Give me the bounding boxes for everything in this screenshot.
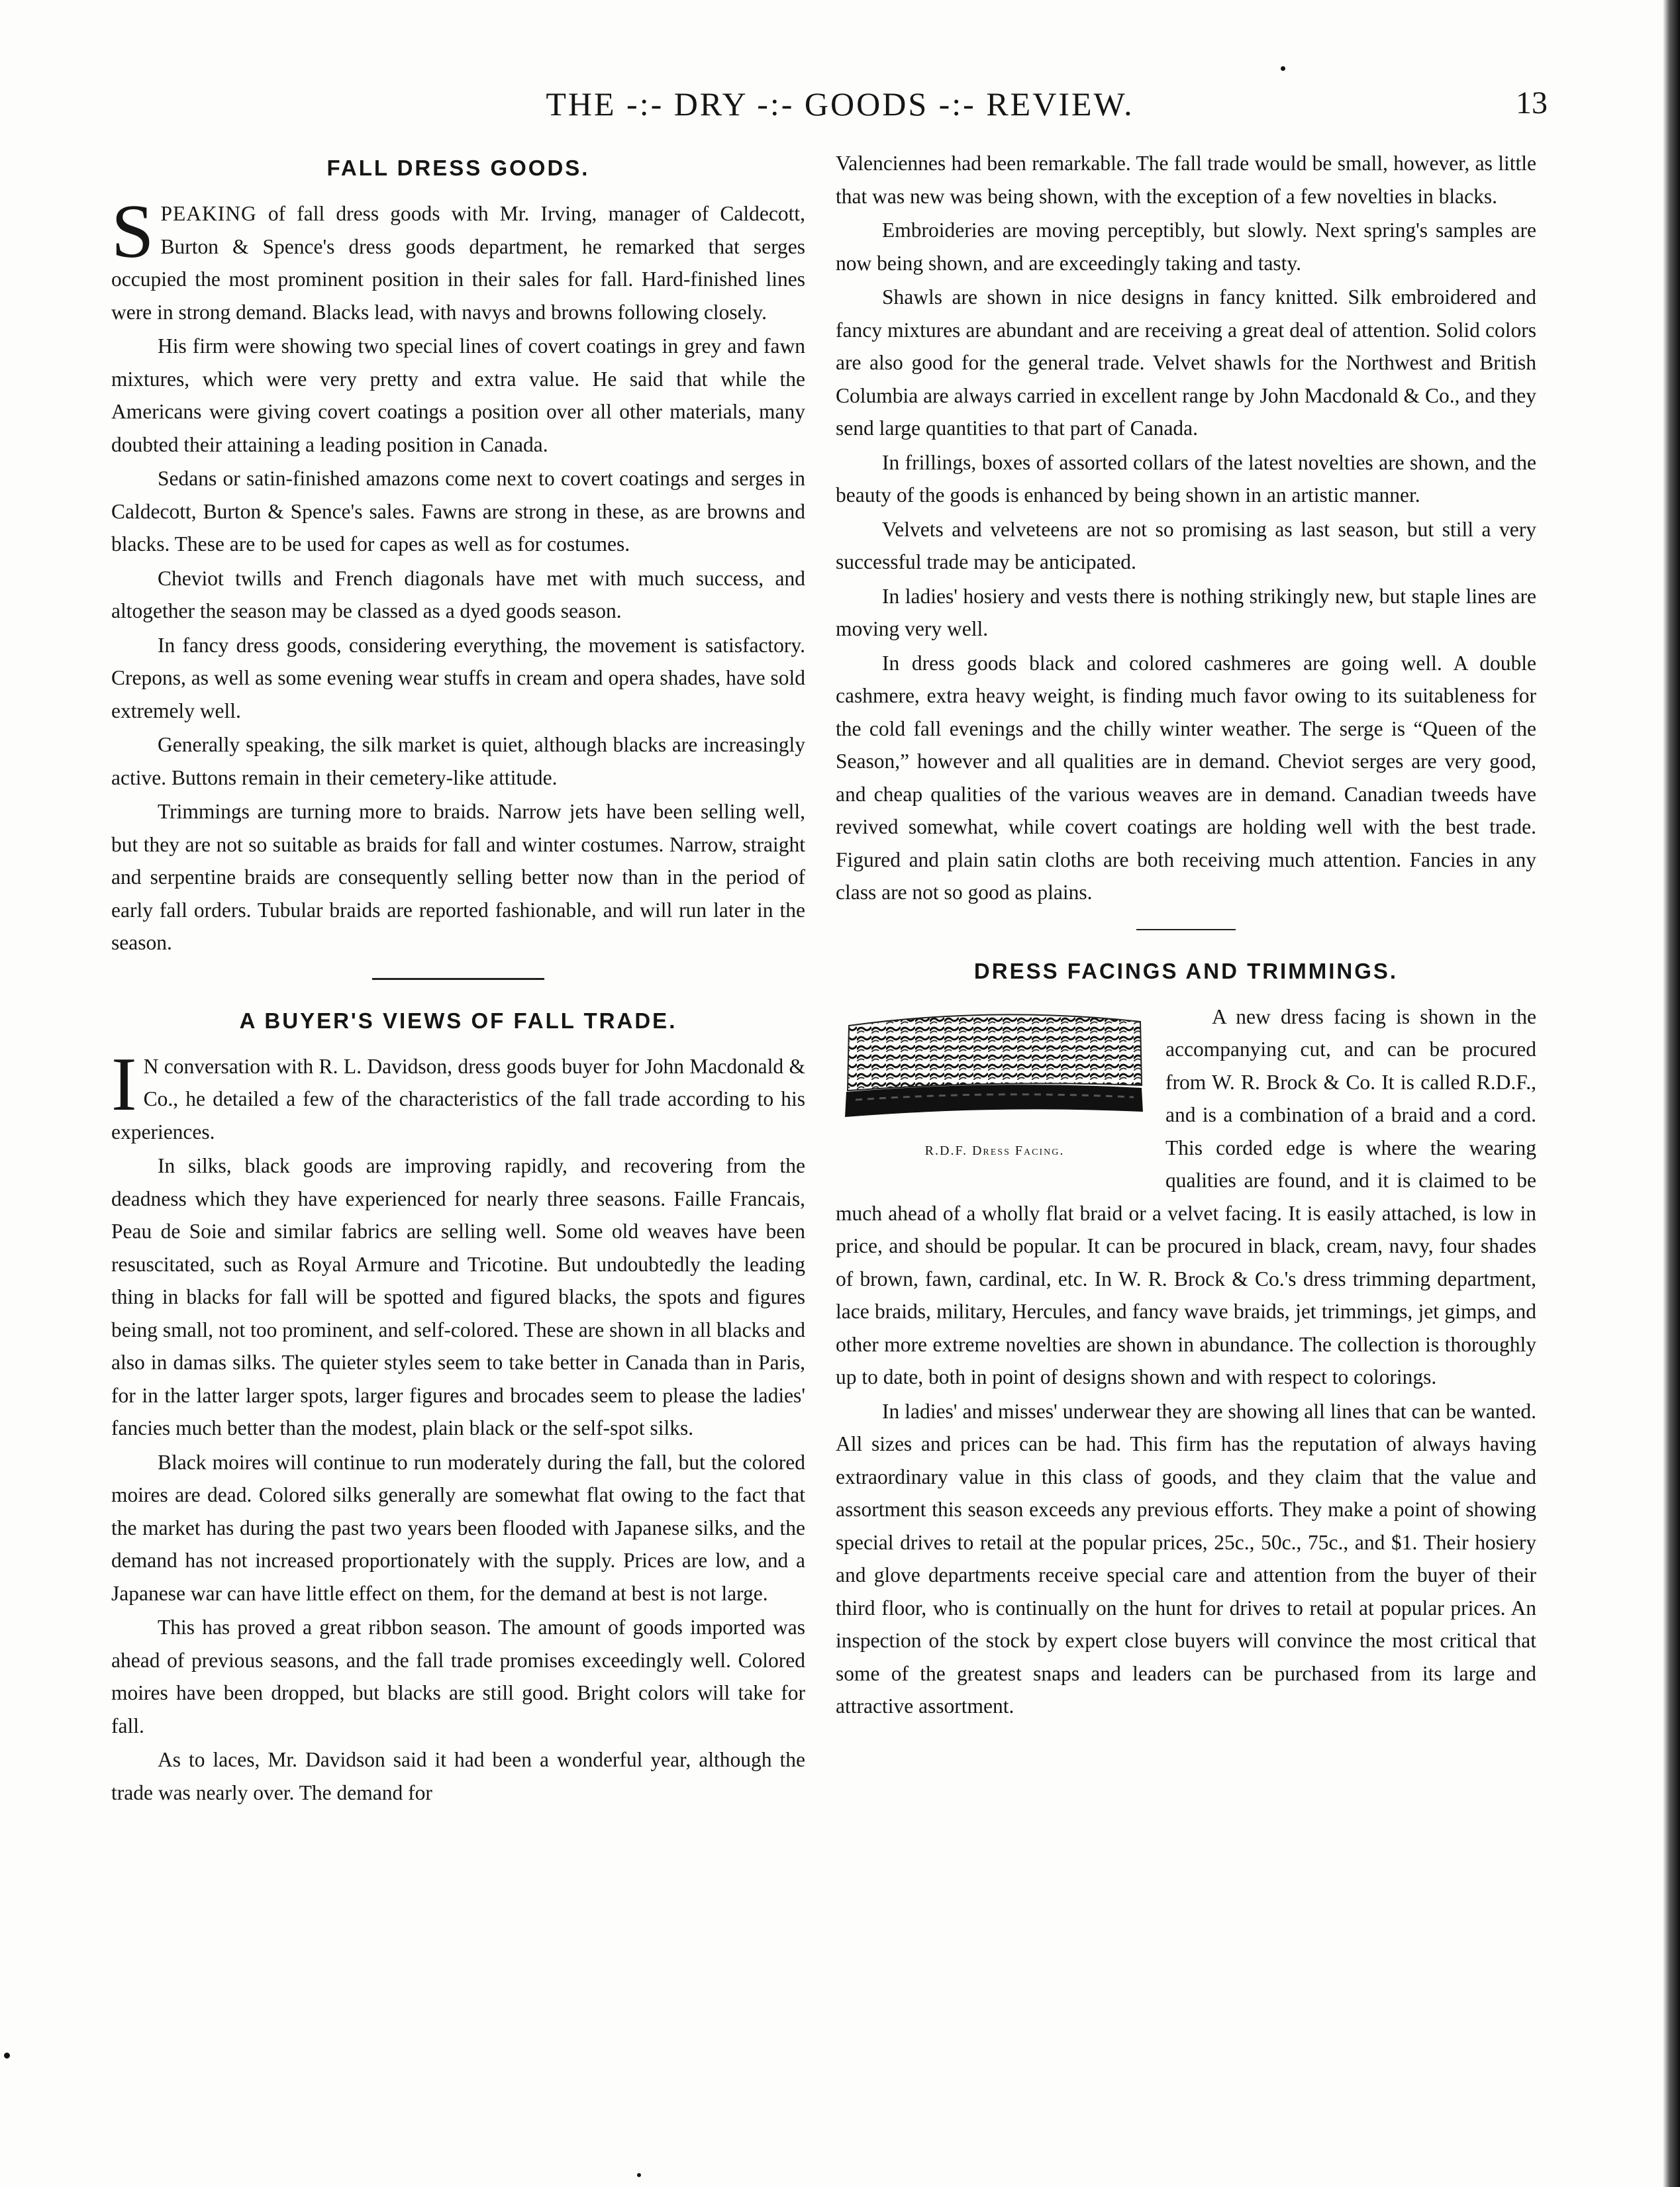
continued-article bbox=[836, 147, 1536, 909]
article-paragraph: In dress goods black and colored cashmeres are going well. A double cashmere, extra heavy weight, is finding much favor owing to its suitableness for the cold fall evenings and the chilly winter weather. The serge is “Queen of the Season,” however and all qualities are in demand. Cheviot serges are very good, and cheap qualities of the various weaves are in demand. Canadian tweeds have revived somewhat, while covert coatings are holding well with the best trade. Figured and plain satin cloths are both receiving much attention. Fancies in any class are not so good as plains. bbox=[836, 651, 1536, 904]
scan-speck bbox=[4, 2053, 10, 2059]
scan-speck bbox=[637, 2173, 641, 2177]
article-paragraph-text: A new dress facing is shown in the accompanying cut, and can be procured from W. R. Brock & Co. It is called R.D.F., and is a combination of a braid and a cord. This corded edge is where the wearing qualities are found, and it is claimed to be much ahead of a wholly flat braid or a velvet facing. It is easily attached, is low in price, and should be popular. It can be procured in black, cream, navy, four shades of brown, fawn, cardinal, etc. In W. R. Brock & Co.'s dress trimming department, lace braids, military, Hercules, and fancy wave braids, jet trimmings, jet gimps, and other more extreme novelties are shown in abundance. The collection is thoroughly up to date, both in point of designs shown and with respect to colorings. bbox=[836, 1004, 1536, 1388]
section-divider bbox=[372, 978, 544, 980]
right-column bbox=[836, 147, 1536, 2153]
fall-dress-goods-article bbox=[111, 154, 805, 959]
lead-text: N conversation with R. L. Davidson, dress goods buyer for John Macdonald & Co., he detailed a few of the characteristics of the fall trade according to his experiences. bbox=[111, 1054, 805, 1143]
braid-illustration bbox=[842, 1006, 1147, 1132]
article-paragraph: Trimmings are turning more to braids. Narrow jets have been selling well, but they are not so suitable as braids for fall and winter costumes. Narrow, straight and serpentine braids are consequently selling better now than in the period of early fall orders. Tubular braids are reported fashionable, and will run later in the season. bbox=[111, 800, 805, 954]
left-column bbox=[111, 154, 805, 2153]
article-paragraph: In ladies' hosiery and vests there is nothing strikingly new, but staple lines are moving very well. bbox=[836, 584, 1536, 640]
article-paragraph: Cheviot twills and French diagonals have met with much success, and altogether the season may be classed as a dyed goods season. bbox=[111, 566, 805, 622]
article-heading: DRESS FACINGS AND TRIMMINGS. bbox=[973, 958, 1399, 983]
article-paragraph: As to laces, Mr. Davidson said it had been a wonderful year, although the trade was nearly over. The demand for bbox=[111, 1748, 805, 1804]
article-heading: A BUYER'S VIEWS OF FALL TRADE. bbox=[239, 1008, 677, 1033]
article-paragraph: Valenciennes had been remarkable. The fall trade would be small, however, as little that was new was being shown, with the exception of a few novelties in blacks. bbox=[836, 152, 1536, 208]
page-header bbox=[0, 85, 1680, 138]
lead-caps: PEAKING bbox=[160, 202, 257, 225]
scan-speck bbox=[1281, 66, 1285, 71]
article-paragraph: Generally speaking, the silk market is quiet, although blacks are increasingly active. Buttons remain in their cemetery-like attitude. bbox=[111, 733, 805, 789]
article-paragraph: Black moires will continue to run moderately during the fall, but the colored moires are dead. Colored silks generally are somewhat flat owing to the fact that the market has during the past two years been flooded with Japanese silks, and the demand has not increased proportionately with the supply. Prices are low, and a Japanese war can have little effect on them, for the demand at best is not large. bbox=[111, 1450, 805, 1605]
article-paragraph: In frillings, boxes of assorted collars of the latest novelties are shown, and the beauty of the goods is enhanced by being shown in an artistic manner. bbox=[836, 450, 1536, 507]
drop-cap: I bbox=[111, 1042, 137, 1127]
article-paragraph: His firm were showing two special lines of covert coatings in grey and fawn mixtures, which were very pretty and extra value. He said that while the Americans were giving covert coatings a position over all other materials, many doubted their attaining a leading position in Canada. bbox=[111, 334, 805, 456]
figure-caption: R.D.F. Dress Facing. bbox=[924, 1143, 1065, 1158]
publication-title: THE -:- DRY -:- GOODS -:- REVIEW. bbox=[546, 85, 1134, 122]
scan-edge-shadow bbox=[1663, 0, 1680, 2187]
lead-text: of fall dress goods with Mr. Irving, manager of Caldecott, Burton & Spence's dress goods department, he remarked that serges occupied the most prominent position in their sales for fall. Hard-finished lines were in strong demand. Blacks lead, with navys and browns following closely. bbox=[111, 202, 805, 324]
page-number: 13 bbox=[1516, 85, 1548, 121]
dress-facing-figure bbox=[842, 1006, 1147, 1165]
article-paragraph bbox=[836, 1000, 1536, 1394]
article-paragraph: In silks, black goods are improving rapidly, and recovering from the deadness which they have experienced for nearly three seasons. Faille Francais, Peau de Soie and similar fabrics are selling well. Some old weaves have been resuscitated, such as Royal Armure and Tricotine. But undoubtedly the leading thing in blacks for fall will be spotted and figured blacks, the spots and figures being small, not too prominent, and self-colored. These are shown in all blacks and also in damas silks. The quieter styles seem to take better in Canada than in Paris, for in the latter larger spots, larger figures and brocades seem to please the ladies' fancies much better than the modest, plain black or the self-spot silks. bbox=[111, 1154, 805, 1439]
article-paragraph: In fancy dress goods, considering everything, the movement is satisfactory. Crepons, as well as some evening wear stuffs in cream and opera shades, have sold extremely well. bbox=[111, 633, 805, 722]
article-heading: FALL DRESS GOODS. bbox=[326, 156, 590, 180]
article-lead-paragraph bbox=[111, 189, 805, 328]
drop-cap: S bbox=[111, 189, 154, 274]
section-divider bbox=[1136, 929, 1236, 930]
buyers-views-article bbox=[111, 1006, 805, 1810]
dress-facings-article bbox=[836, 957, 1536, 1723]
article-paragraph: Sedans or satin-finished amazons come next to covert coatings and serges in Caldecott, Burton & Spence's sales. Fawns are strong in these, as are browns and blacks. These are to be used for capes as well as for costumes. bbox=[111, 467, 805, 556]
article-paragraph: This has proved a great ribbon season. The amount of goods imported was ahead of previous seasons, and the fall trade promises exceedingly well. Colored moires have been dropped, but blacks are still good. Bright colors will take for fall. bbox=[111, 1616, 805, 1737]
article-lead-paragraph bbox=[111, 1042, 805, 1149]
article-paragraph: Embroideries are moving perceptibly, but slowly. Next spring's samples are now being shown, and are exceedingly taking and tasty. bbox=[836, 219, 1536, 275]
article-paragraph: Velvets and velveteens are not so promising as last season, but still a very successful trade may be anticipated. bbox=[836, 517, 1536, 573]
article-paragraph: Shawls are shown in nice designs in fancy knitted. Silk embroidered and fancy mixtures are abundant and are receiving a great deal of attention. Solid colors are also good for the general trade. Velvet shawls for the Northwest and British Columbia are always carried in excellent range by John Macdonald & Co., and they send large quantities to that part of Canada. bbox=[836, 285, 1536, 440]
article-paragraph: In ladies' and misses' underwear they are showing all lines that can be wanted. All sizes and prices can be had. This firm has the reputation of always having extraordinary value in this class of goods, and they claim that the value and assortment this season exceeds any previous efforts. They make a point of showing special drives to retail at the popular prices, 25c., 50c., 75c., and $1. Their hosiery and glove departments receive special care and attention from the buyer of their third floor, who is continually on the hunt for drives to retail at popular prices. An inspection of the stock by expert close buyers will convince the most critical that some of the greatest snaps and leaders can be purchased from its large and attractive assortment. bbox=[836, 1399, 1536, 1718]
